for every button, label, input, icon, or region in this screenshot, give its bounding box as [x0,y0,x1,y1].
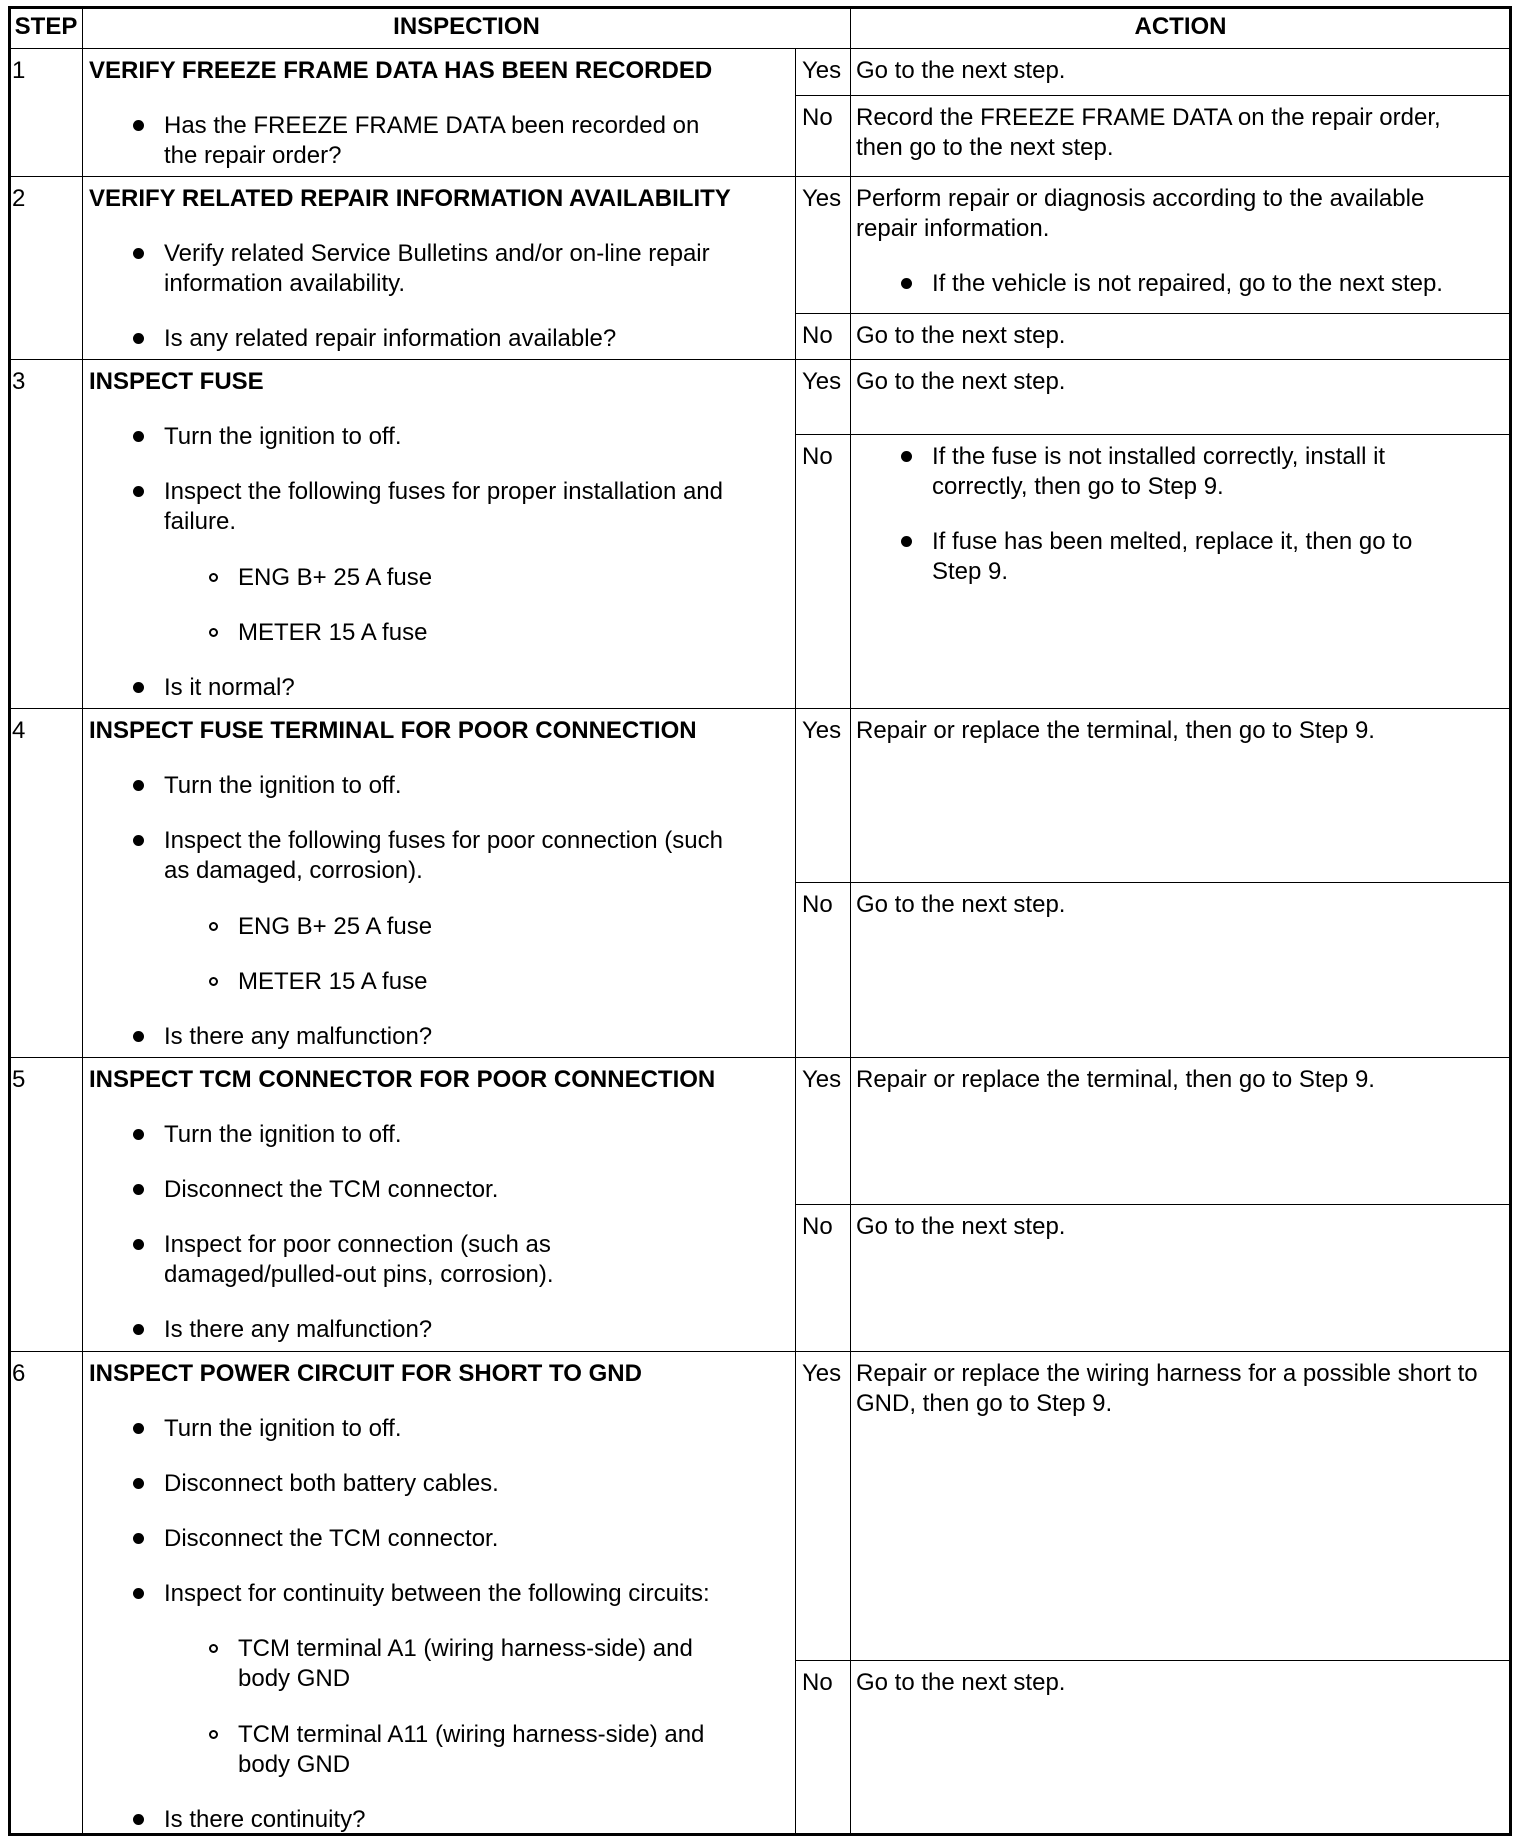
inspection-item: Inspect the following fuses for proper installation and [164,478,723,505]
circle-bullet-icon [209,977,218,986]
step-number: 5 [12,1066,26,1093]
bullet-icon [133,1533,144,1544]
inspection-item: Is there any malfunction? [164,1023,433,1050]
inspection-item: Is it normal? [164,674,295,701]
bullet-icon [133,1324,144,1335]
inspection-subitem: body GND [238,1751,351,1778]
bullet-icon [133,1129,144,1140]
inspection-subitem: TCM terminal A1 (wiring harness-side) and [238,1635,693,1662]
inspection-item: as damaged, corrosion). [164,857,423,884]
inspection-item: Inspect for poor connection (such as [164,1231,551,1258]
inspection-item: the repair order? [164,142,342,169]
row-divider [8,708,1512,709]
step-number: 4 [12,717,26,744]
no-action: then go to the next step. [856,134,1114,161]
no-action-bullet: correctly, then go to Step 9. [932,473,1224,500]
yes-no-divider [795,95,1512,96]
bullet-icon [133,431,144,442]
circle-bullet-icon [209,628,218,637]
circle-bullet-icon [209,922,218,931]
bullet-icon [133,248,144,259]
bullet-icon [133,1814,144,1825]
yes-label: Yes [802,717,842,744]
no-label: No [802,443,833,470]
yes-action: Repair or replace the terminal, then go to Step 9. [856,1066,1375,1093]
no-action: Go to the next step. [856,891,1066,918]
no-action: Go to the next step. [856,1213,1066,1240]
bullet-icon [133,1031,144,1042]
yes-action: GND, then go to Step 9. [856,1390,1113,1417]
step-title: INSPECT POWER CIRCUIT FOR SHORT TO GND [89,1360,642,1387]
row-divider [8,1351,1512,1352]
row-divider [8,176,1512,177]
step-title: INSPECT TCM CONNECTOR FOR POOR CONNECTION [89,1066,716,1093]
circle-bullet-icon [209,573,218,582]
bullet-icon [133,333,144,344]
inspection-item: Disconnect both battery cables. [164,1470,499,1497]
no-label: No [802,891,833,918]
bullet-icon [133,1588,144,1599]
inspection-subitem: body GND [238,1665,351,1692]
inspection-subitem: ENG B+ 25 A fuse [238,913,433,940]
col-divider-yesno [795,48,796,1836]
bullet-icon [133,835,144,846]
yes-label: Yes [802,368,842,395]
no-action-bullet: If the fuse is not installed correctly, install it [932,443,1386,470]
step-title: VERIFY FREEZE FRAME DATA HAS BEEN RECORDED [89,57,713,84]
step-number: 1 [12,57,26,84]
no-label: No [802,104,833,131]
yes-action: Repair or replace the terminal, then go to Step 9. [856,717,1375,744]
yes-no-divider [795,434,1512,435]
no-label: No [802,322,833,349]
yes-label: Yes [802,185,842,212]
step-title: INSPECT FUSE TERMINAL FOR POOR CONNECTION [89,717,697,744]
bullet-icon [901,278,912,289]
yes-action-bullet: If the vehicle is not repaired, go to the next step. [932,270,1443,297]
inspection-item: Turn the ignition to off. [164,423,402,450]
inspection-subitem: METER 15 A fuse [238,619,428,646]
yes-no-divider [795,1660,1512,1661]
inspection-item: Has the FREEZE FRAME DATA been recorded on [164,112,700,139]
inspection-subitem: METER 15 A fuse [238,968,428,995]
no-action-bullet: Step 9. [932,558,1009,585]
col-divider-step [82,6,83,1836]
inspection-item: Disconnect the TCM connector. [164,1525,499,1552]
inspection-item: Disconnect the TCM connector. [164,1176,499,1203]
no-label: No [802,1669,833,1696]
yes-action: Perform repair or diagnosis according to the available [856,185,1425,212]
no-action: Record the FREEZE FRAME DATA on the repair order, [856,104,1441,131]
circle-bullet-icon [209,1730,218,1739]
inspection-item: Is any related repair information available? [164,325,617,352]
inspection-item: information availability. [164,270,405,297]
bullet-icon [901,451,912,462]
bullet-icon [133,120,144,131]
step-number: 6 [12,1360,26,1387]
bullet-icon [133,780,144,791]
inspection-item: failure. [164,508,237,535]
bullet-icon [901,536,912,547]
circle-bullet-icon [209,1644,218,1653]
yes-no-divider [795,1204,1512,1205]
col-divider-action [850,6,851,1836]
bullet-icon [133,1184,144,1195]
bullet-icon [133,486,144,497]
row-divider [8,359,1512,360]
header-inspection: INSPECTION [393,13,540,40]
header-divider [8,48,1512,49]
no-action: Go to the next step. [856,1669,1066,1696]
yes-no-divider [795,882,1512,883]
inspection-item: Inspect for continuity between the following circuits: [164,1580,710,1607]
inspection-item: Is there continuity? [164,1806,366,1833]
yes-label: Yes [802,1066,842,1093]
inspection-item: damaged/pulled-out pins, corrosion). [164,1261,554,1288]
inspection-subitem: ENG B+ 25 A fuse [238,564,433,591]
no-action-bullet: If fuse has been melted, replace it, then go to [932,528,1413,555]
inspection-item: Turn the ignition to off. [164,1121,402,1148]
yes-action: Repair or replace the wiring harness for a possible short to [856,1360,1478,1387]
row-divider [8,1057,1512,1058]
yes-label: Yes [802,1360,842,1387]
yes-no-divider [795,313,1512,314]
step-title: INSPECT FUSE [89,368,264,395]
yes-action: Go to the next step. [856,368,1066,395]
header-action: ACTION [1134,13,1227,40]
inspection-item: Verify related Service Bulletins and/or on-line repair [164,240,710,267]
step-number: 3 [12,368,26,395]
no-action: Go to the next step. [856,322,1066,349]
yes-action: repair information. [856,215,1050,242]
step-number: 2 [12,185,26,212]
bullet-icon [133,682,144,693]
bullet-icon [133,1423,144,1434]
inspection-item: Turn the ignition to off. [164,1415,402,1442]
header-step: STEP [14,13,78,40]
bullet-icon [133,1478,144,1489]
inspection-item: Is there any malfunction? [164,1316,433,1343]
step-title: VERIFY RELATED REPAIR INFORMATION AVAILABILITY [89,185,731,212]
inspection-item: Turn the ignition to off. [164,772,402,799]
yes-action: Go to the next step. [856,57,1066,84]
yes-label: Yes [802,57,842,84]
inspection-item: Inspect the following fuses for poor connection (such [164,827,723,854]
inspection-subitem: TCM terminal A11 (wiring harness-side) and [238,1721,705,1748]
no-label: No [802,1213,833,1240]
bullet-icon [133,1239,144,1250]
